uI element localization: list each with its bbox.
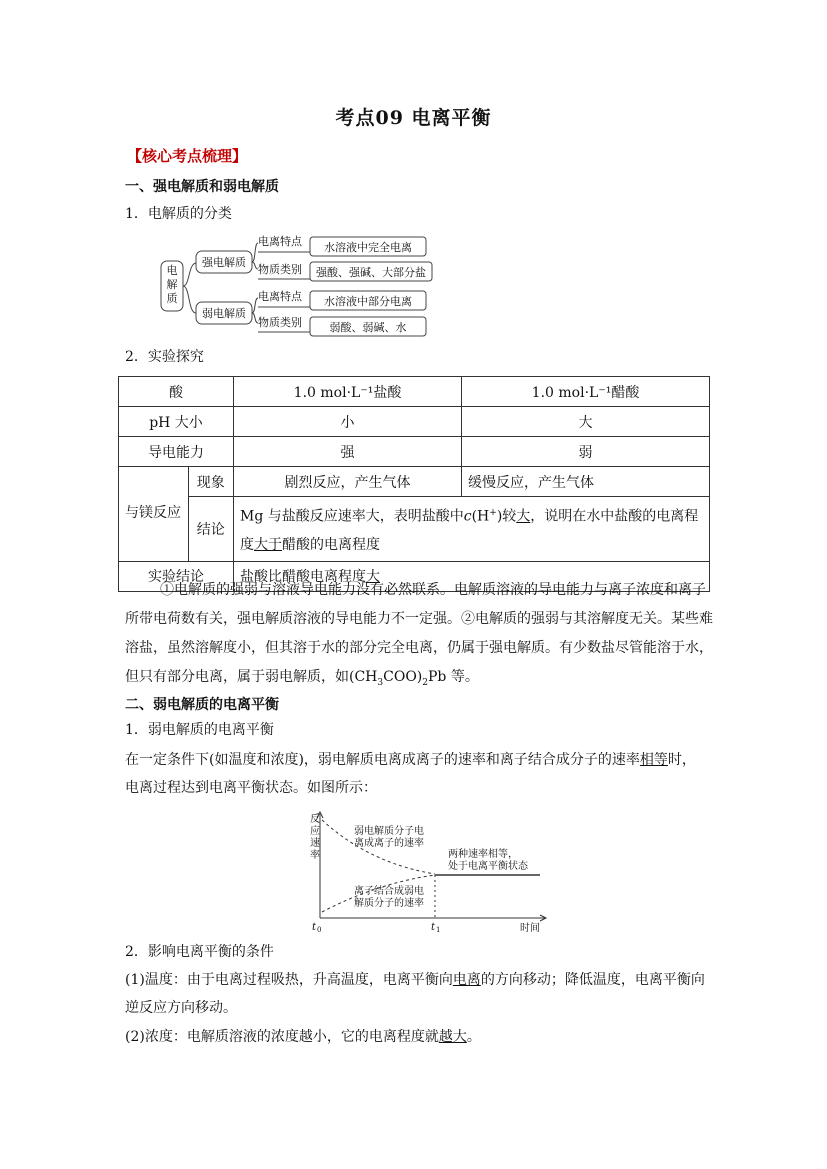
eq-equal: 相等 xyxy=(639,752,668,768)
strong-label: 强电解质 xyxy=(202,256,246,269)
note-text-a: ①电解质的强弱与溶液导电能力没有必然联系。电解质溶液的导电能力与离子浓度和离子所带电荷数有关，强电解质溶液的导电能力不一定强。②电解质的强弱与其溶解度无关。某些难溶盐，虽然溶解度小，但其溶于水的部分完全电离，仍属于强电解质。有少数盐尽管能溶于水，但只有部分电离，属于弱电解质，如(CH xyxy=(125,582,713,685)
cell-ph-hcl: 小 xyxy=(234,407,462,437)
temp-underlined: 电离 xyxy=(452,972,481,988)
weak-ionization-label: 电离特点 xyxy=(258,290,302,303)
forward-label-1: 弱电解质分子电 xyxy=(354,826,424,837)
subheading-equilibrium: 1．弱电解质的电离平衡 xyxy=(125,722,274,738)
equilibrium-paragraph-1 xyxy=(125,746,725,774)
brace-upper xyxy=(183,263,196,286)
ylabel-char-1: 反 xyxy=(310,814,320,825)
section-tag: 【核心考点梳理】 xyxy=(127,147,248,165)
t1-sub: 1 xyxy=(436,926,441,933)
conc-text-b: 。 xyxy=(466,1029,481,1045)
strong-category-value: 强酸、强碱、大部分盐 xyxy=(316,266,426,279)
header-hac: 1.0 mol·L⁻¹醋酸 xyxy=(462,377,710,407)
heading-equilibrium: 二、弱电解质的电离平衡 xyxy=(125,697,279,713)
cell-phen-hcl: 剧烈反应，产生气体 xyxy=(234,467,462,497)
cell-conclusion xyxy=(234,497,710,562)
brace-lower xyxy=(183,286,196,313)
row-label-experiment-result: 实验结论 xyxy=(119,561,234,591)
table-row xyxy=(119,407,710,437)
ylabel-char-3: 速 xyxy=(310,838,320,849)
strong-ionization-label: 电离特点 xyxy=(258,235,302,248)
result-text: 盐酸比醋酸电离程度 xyxy=(240,569,366,586)
table-row xyxy=(119,467,710,497)
heading-strong-weak: 一、强电解质和弱电解质 xyxy=(125,179,279,195)
table-row xyxy=(119,377,710,407)
root-char-1: 电 xyxy=(166,264,178,277)
xlabel: 时间 xyxy=(520,923,540,933)
row-label-phenomenon: 现象 xyxy=(188,467,233,497)
t0-sub: 0 xyxy=(317,926,322,933)
reverse-label-1: 离子结合成弱电 xyxy=(354,886,424,897)
temp-text-a: (1)温度：由于电离过程吸热，升高温度，电离平衡向 xyxy=(125,972,453,988)
ylabel-char-4: 率 xyxy=(310,850,320,861)
t1-label: t xyxy=(431,922,436,933)
ylabel-char-2: 应 xyxy=(310,826,320,837)
balance-label-2: 处于电离平衡状态 xyxy=(448,861,528,872)
strong-ionization-value: 水溶液中完全电离 xyxy=(324,241,412,254)
header-acid: 酸 xyxy=(119,377,234,407)
conc-underlined: 越大 xyxy=(438,1029,467,1045)
strong-category-label: 物质类别 xyxy=(258,263,302,276)
root-char-3: 质 xyxy=(166,292,178,305)
weak-label: 弱电解质 xyxy=(202,307,246,320)
conclusion-h-sup: + xyxy=(489,508,497,518)
row-group-mg: 与镁反应 xyxy=(119,467,189,562)
conclusion-h: (H xyxy=(471,508,490,525)
header-hcl: 1.0 mol·L⁻¹盐酸 xyxy=(234,377,462,407)
subheading-factors: 2．影响电离平衡的条件 xyxy=(125,944,274,960)
classification-diagram xyxy=(150,230,440,340)
t0-label: t xyxy=(312,922,317,933)
subheading-experiment: 2．实验探究 xyxy=(125,349,204,365)
conclusion-big: 大 xyxy=(516,508,531,525)
temp-text-b: 的方向移动；降低温度，电离平 xyxy=(480,972,677,988)
weak-category-value: 弱酸、弱碱、水 xyxy=(329,321,407,334)
eq-text-a: 在一定条件下(如温度和浓度)，弱电解质电离成离子的速率和离子结合成分子的速率 xyxy=(125,752,640,768)
forward-label-2: 离成离子的速率 xyxy=(354,838,424,849)
temp-text-c: 衡向逆反应方向移动。 xyxy=(125,972,705,1016)
conclusion-end: 醋酸的电离程度 xyxy=(282,536,380,553)
note-sub3: 3 xyxy=(377,677,384,688)
table-row xyxy=(119,437,710,467)
row-label-conductivity: 导电能力 xyxy=(119,437,234,467)
cell-ph-hac: 大 xyxy=(462,407,710,437)
conclusion-text-a: Mg 与盐酸反应速率大，表明盐酸中 xyxy=(240,508,464,525)
page-title: 考点09 电离平衡 xyxy=(335,107,492,129)
note-text-c: Pb 等。 xyxy=(428,669,479,685)
equilibrium-paragraph-2: 电离过程达到电离平衡状态。如图所示： xyxy=(125,780,377,796)
weak-category-label: 物质类别 xyxy=(258,316,302,329)
concentration-paragraph xyxy=(125,1023,481,1051)
root-char-2: 解 xyxy=(166,278,178,291)
result-big: 大 xyxy=(366,569,380,586)
conclusion-c: c xyxy=(463,508,472,525)
reverse-label-2: 解质分子的速率 xyxy=(354,898,424,909)
conclusion-bigger: 大于 xyxy=(254,536,282,553)
temperature-paragraph xyxy=(125,966,715,1022)
note-paragraph xyxy=(125,576,715,698)
conclusion-h2: )较 xyxy=(496,508,517,525)
note-text-b: COO) xyxy=(383,669,423,685)
cell-cond-hcl: 强 xyxy=(234,437,462,467)
conclusion-text-b: ，说明在水中盐酸的电离程度 xyxy=(240,508,699,553)
row-label-ph: pH 大小 xyxy=(119,407,234,437)
note-sub2: 2 xyxy=(422,677,428,688)
weak-ionization-value: 水溶液中部分电离 xyxy=(324,295,412,308)
cell-cond-hac: 弱 xyxy=(462,437,710,467)
row-label-conclusion: 结论 xyxy=(188,497,233,562)
conc-text-a: (2)浓度：电解质溶液的浓度越小，它的电离程度就 xyxy=(125,1029,439,1045)
experiment-table xyxy=(118,376,710,592)
subheading-classification: 1．电解质的分类 xyxy=(125,206,232,222)
cell-phen-hac: 缓慢反应，产生气体 xyxy=(462,467,710,497)
eq-text-b: 时， xyxy=(667,752,696,768)
balance-label-1: 两种速率相等， xyxy=(448,849,518,860)
table-row xyxy=(119,497,710,562)
rate-time-graph xyxy=(308,808,553,933)
